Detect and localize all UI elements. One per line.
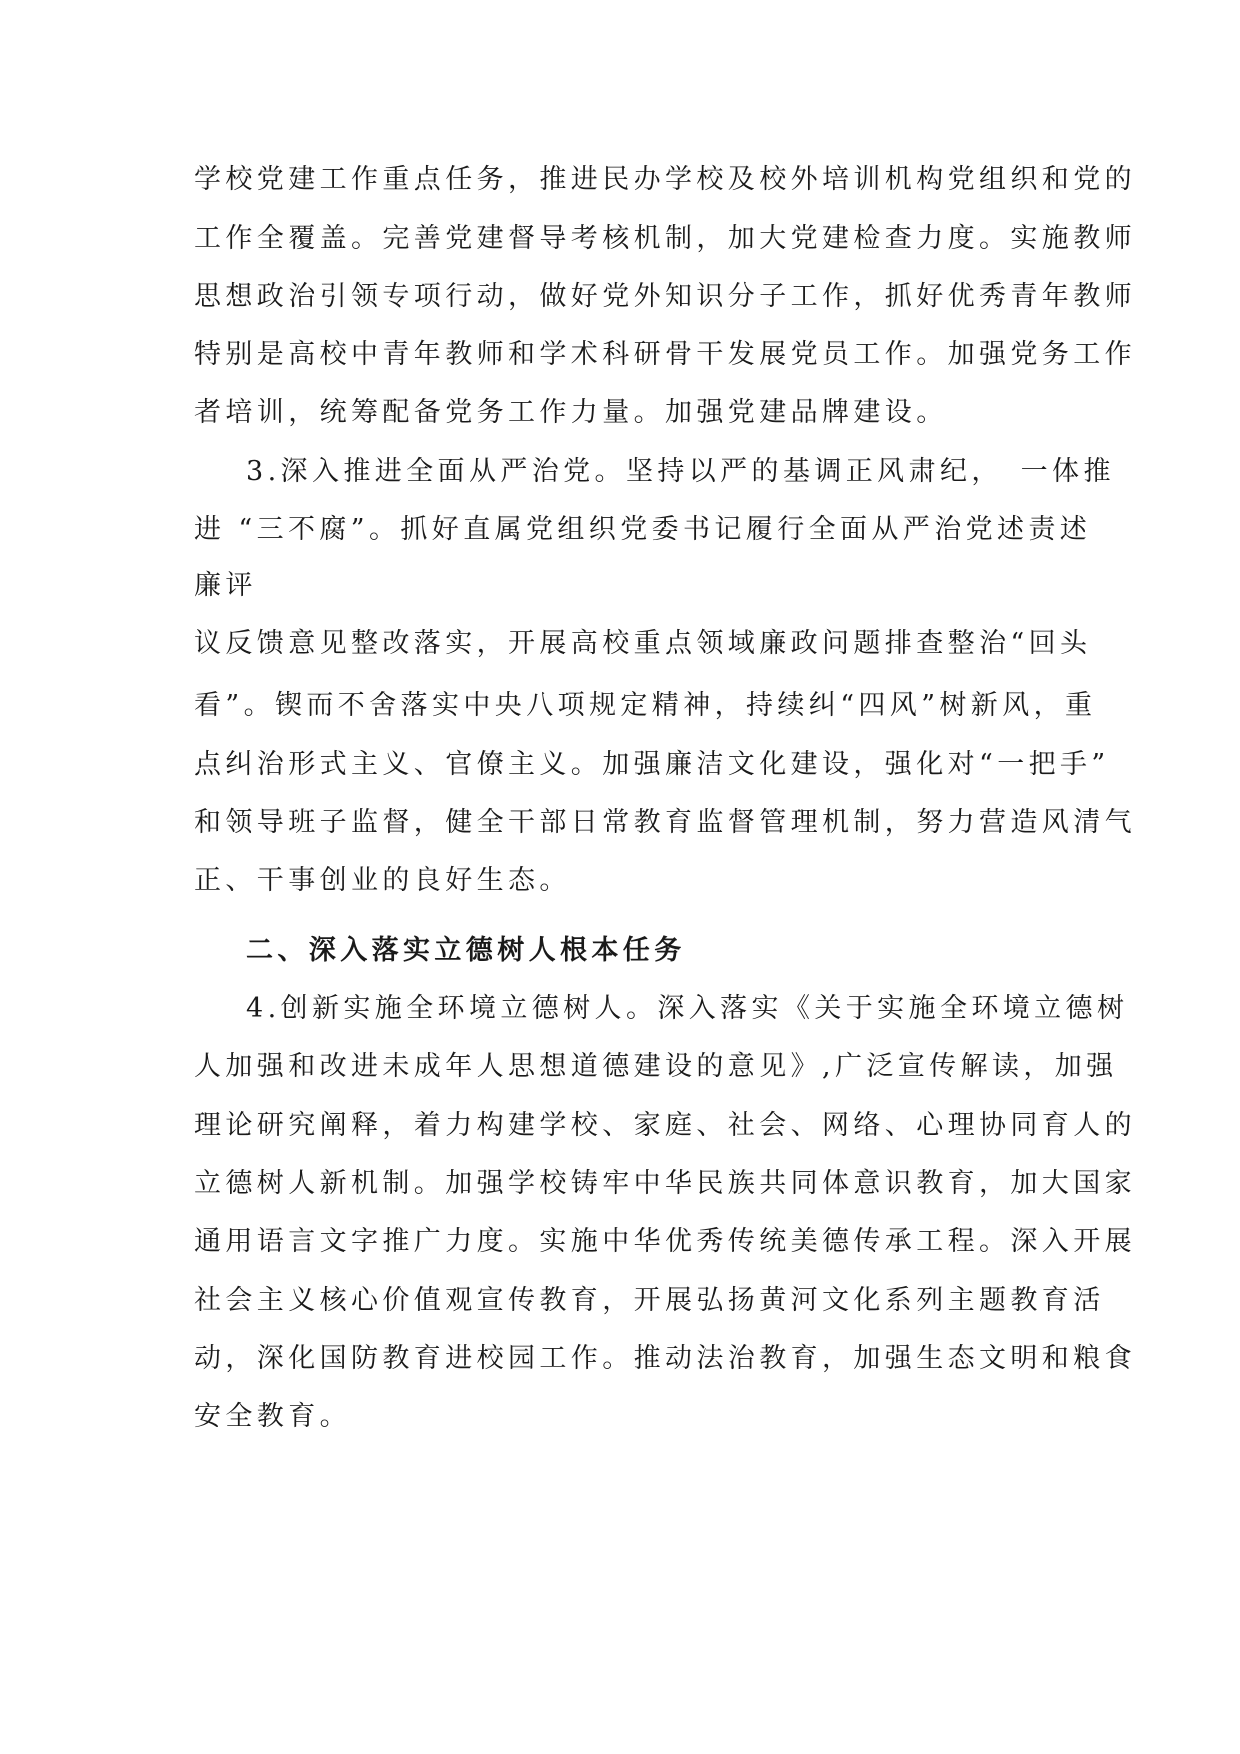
- paragraph-line: 者培训，统筹配备党务工作力量。加强党建品牌建设。: [194, 397, 948, 428]
- paragraph-line: 立德树人新机制。加强学校铸牢中华民族共同体意识教育，加大国家: [194, 1168, 1136, 1199]
- paragraph-line: 议反馈意见整改落实，开展高校重点领域廉政问题排查整治“回头: [194, 628, 1092, 659]
- section-heading: 二、深入落实立德树人根本任务: [246, 935, 686, 966]
- paragraph-line: 思想政治引领专项行动，做好党外知识分子工作，抓好优秀青年教师: [194, 281, 1136, 312]
- paragraph-line: 进 “三不腐”。抓好直属党组织党委书记履行全面从严治党述责述: [194, 514, 1092, 545]
- paragraph-line: 看”。锲而不舍落实中央八项规定精神，持续纠“四风”树新风，重: [194, 690, 1097, 721]
- paragraph-line: 社会主义核心价值观宣传教育，开展弘扬黄河文化系列主题教育活: [194, 1285, 1105, 1316]
- paragraph-line: 理论研究阐释，着力构建学校、家庭、社会、网络、心理协同育人的: [194, 1110, 1136, 1141]
- paragraph-line: 和领导班子监督，健全干部日常教育监督管理机制，努力营造风清气: [194, 807, 1136, 838]
- paragraph-line: 廉评: [194, 570, 257, 601]
- paragraph-line: 通用语言文字推广力度。实施中华优秀传统美德传承工程。深入开展: [194, 1226, 1136, 1257]
- paragraph-line: 3.深入推进全面从严治党。坚持以严的基调正风肃纪， 一体推: [246, 456, 1115, 487]
- paragraph-line: 4.创新实施全环境立德树人。深入落实《关于实施全环境立德树: [246, 993, 1129, 1024]
- paragraph-line: 特别是高校中青年教师和学术科研骨干发展党员工作。加强党务工作: [194, 339, 1136, 370]
- paragraph-line: 人加强和改进未成年人思想道德建设的意见》,广泛宣传解读，加强: [194, 1051, 1118, 1082]
- paragraph-line: 动，深化国防教育进校园工作。推动法治教育，加强生态文明和粮食: [194, 1343, 1136, 1374]
- paragraph-line: 点纠治形式主义、官僚主义。加强廉洁文化建设，强化对“一把手”: [194, 749, 1110, 780]
- paragraph-line: 工作全覆盖。完善党建督导考核机制，加大党建检查力度。实施教师: [194, 223, 1136, 254]
- paragraph-line: 学校党建工作重点任务，推进民办学校及校外培训机构党组织和党的: [194, 164, 1136, 195]
- paragraph-line: 安全教育。: [194, 1401, 351, 1432]
- paragraph-line: 正、干事创业的良好生态。: [194, 865, 571, 896]
